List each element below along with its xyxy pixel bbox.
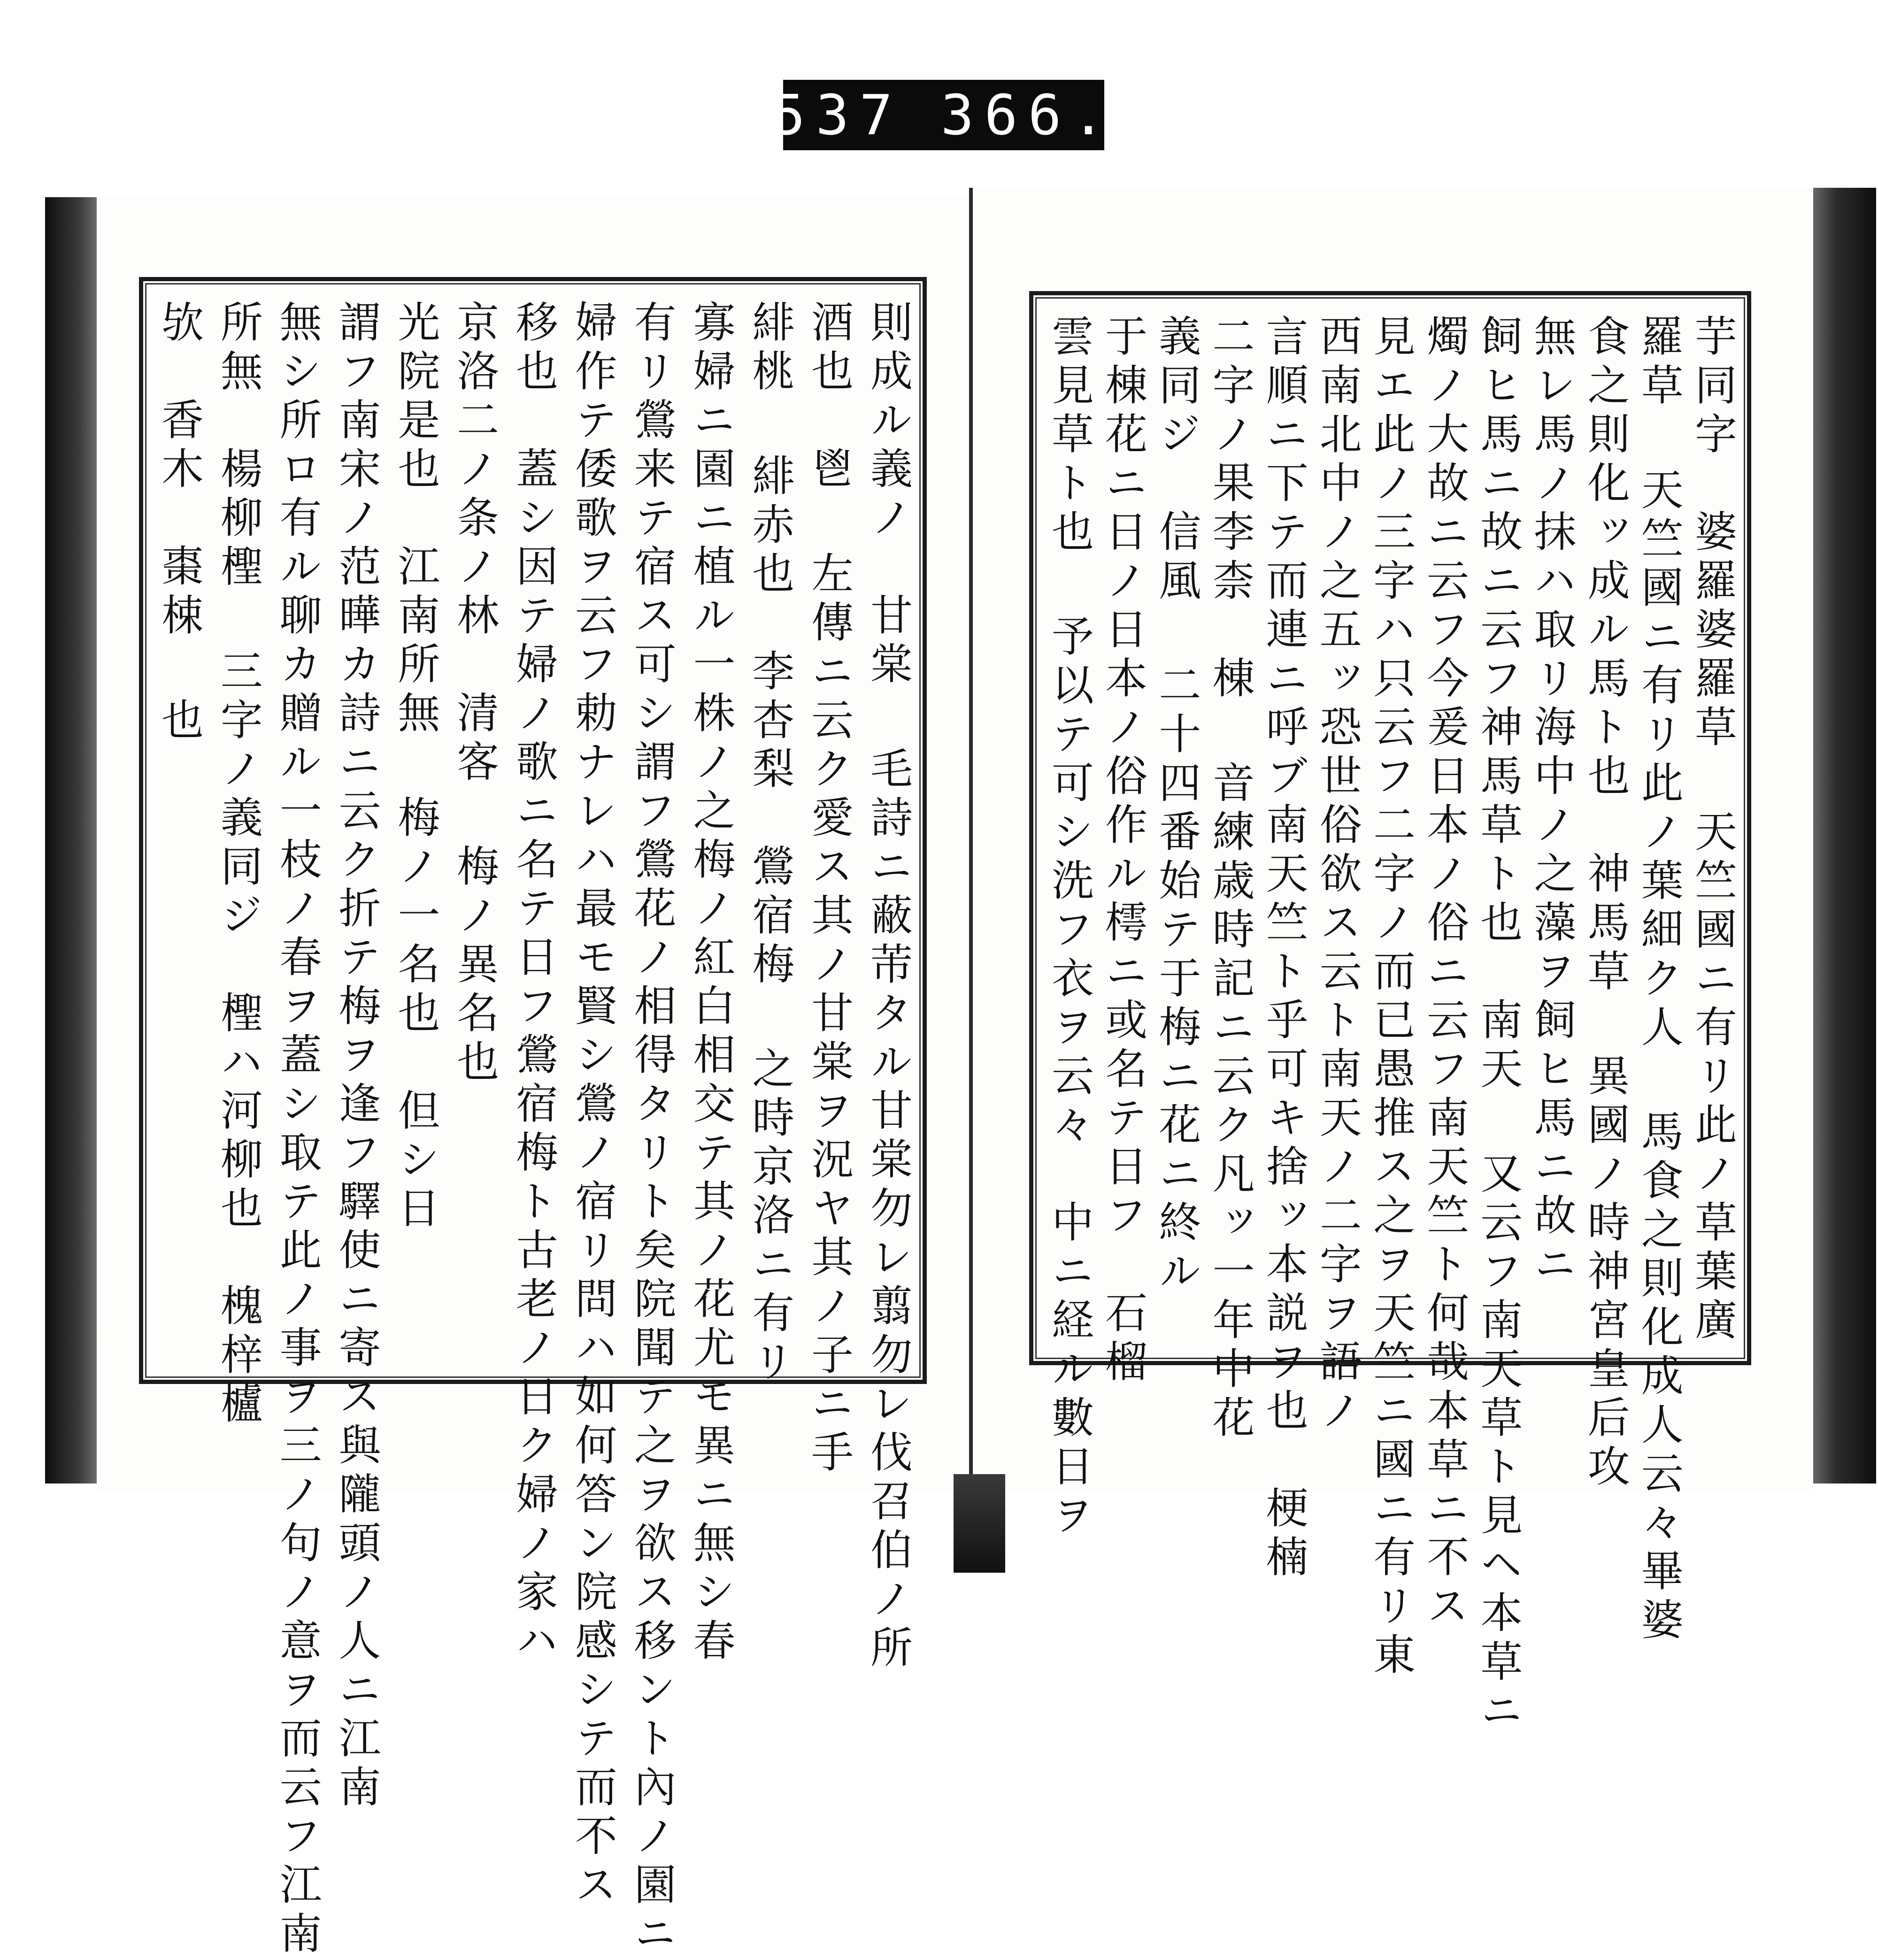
right-page-text-column: 燭ノ大故ニ云フ今爰日本ノ俗ニ云フ南天竺ト何哉本草ニ不ス (1419, 314, 1469, 1632)
archive-number-left: 537 (772, 83, 903, 147)
left-page-columns (154, 300, 912, 1960)
left-page-text-column: 無シ所ロ有ル聊カ贈ル一枝ノ春ヲ蓋シ取テ此ノ事ヲ三ノ句ノ意ヲ而云フ江南 (272, 300, 322, 1960)
left-page-text-column: 所無 楊柳檉 三字ノ義同ジ 檉ハ河柳也 槐梓櫨 (213, 300, 262, 1430)
right-page-text-column: 飼ヒ馬ニ故ニ云フ神馬草ト也 南天 又云フ南天草ト見ヘ本草ニ (1473, 314, 1523, 1737)
right-page (973, 188, 1813, 1737)
right-page-text-column: 芋同字 婆羅婆羅草 天竺國ニ有リ此ノ草葉廣 (1687, 314, 1737, 1346)
right-page-text-column: 食之則化ッ成ル馬ト也 神馬草 異國ノ時神宮皇后攻 (1580, 314, 1630, 1493)
left-page-text-column: 酒也 鬯 左傳ニ云ク愛ス其ノ甘棠ヲ況ヤ其ノ子ニ手 (804, 300, 854, 1479)
right-page-text-column: 言順ニ下テ而連ニ呼ブ南天竺ト乎可キ捨ッ本説ヲ也 梗楠 (1258, 314, 1308, 1583)
left-page-text-column: 謂フ南宋ノ范曄カ詩ニ云ク折テ梅ヲ逢フ驛使ニ寄ス與隴頭ノ人ニ江南 (331, 300, 381, 1814)
right-page-text-column: 義同ジ 信風 二十四番始テ于梅ニ花ニ終ル (1151, 314, 1201, 1298)
left-cover-edge (45, 197, 101, 1483)
archive-number-label (772, 80, 1116, 150)
left-page-text-column: 京洛二ノ条ノ林 清客 梅ノ異名也 (449, 300, 499, 1088)
right-page-frame (1029, 291, 1751, 1737)
left-page-text-column: 有リ鶯来テ宿ス可シ謂フ鶯花ノ相得タリト矣院聞テ之ヲ欲ス移ント內ノ園ニ (626, 300, 676, 1960)
left-page-text-column: 欤 香木 棗梀 也 (154, 300, 203, 746)
left-page (97, 197, 973, 1960)
left-page-text-column: 婦作テ倭歌ヲ云フ勅ナレハ最モ賢シ鶯ノ宿リ問ハ如何答ン院感シテ而不ス (567, 300, 617, 1911)
right-page-text-column: 西南北中ノ之五ッ恐世俗欲ス云ト南天ノ二字ヲ語ノ (1312, 314, 1362, 1437)
binding-strip (954, 1474, 1005, 1573)
right-page-text-column: 于棟花ニ日ノ日本ノ俗作ル樗ニ或名テ日フ 石榴 (1098, 314, 1147, 1388)
book-spread (45, 188, 1876, 1960)
center-fold (969, 188, 973, 1493)
left-page-frame (139, 277, 927, 1960)
left-page-text-column: 緋桃 緋赤也 李杏梨 鶯宿梅 之時京洛ニ有リ (745, 300, 794, 1388)
left-page-text-column: 光院是也 江南所無 梅ノ一名也 但シ日 (390, 300, 440, 1235)
archive-number-right: 366. (940, 83, 1116, 147)
left-page-text-column: 寡婦ニ園ニ植ル一株ノ之梅ノ紅白相交テ其ノ花尤モ異ニ無シ春 (685, 300, 735, 1667)
right-page-columns (1044, 314, 1737, 1737)
right-cover-edge (1810, 188, 1876, 1483)
right-page-text-column: 無レ馬ノ抹ハ取リ海中ノ之藻ヲ飼ヒ馬ニ故ニ (1526, 314, 1576, 1291)
right-page-text-column: 二字ノ果李柰 棟 音練歳時記ニ云ク凡ッ一年中花 (1205, 314, 1255, 1444)
left-page-text-column: 移也 蓋シ因テ婦ノ歌ニ名テ日フ鶯宿梅ト古老ノ日ク婦ノ家ハ (508, 300, 558, 1667)
right-page-text-column: 見エ此ノ三字ハ只云フ二字ノ而已愚推ス之ヲ天竺ニ國ニ有リ東 (1365, 314, 1415, 1681)
left-page-text-column: 則成ル義ノ 甘棠 毛詩ニ蔽芾タル甘棠勿レ翦勿レ伐召伯ノ所 (862, 300, 912, 1674)
right-page-text-column: 羅草 天竺國ニ有リ此ノ葉細ク人 馬食之則化成人云々畢婆 (1633, 314, 1683, 1646)
right-page-text-column: 雲見草ト也 予以テ可シ洗フ衣ヲ云々 中ニ経ル數日ヲ (1044, 314, 1093, 1542)
